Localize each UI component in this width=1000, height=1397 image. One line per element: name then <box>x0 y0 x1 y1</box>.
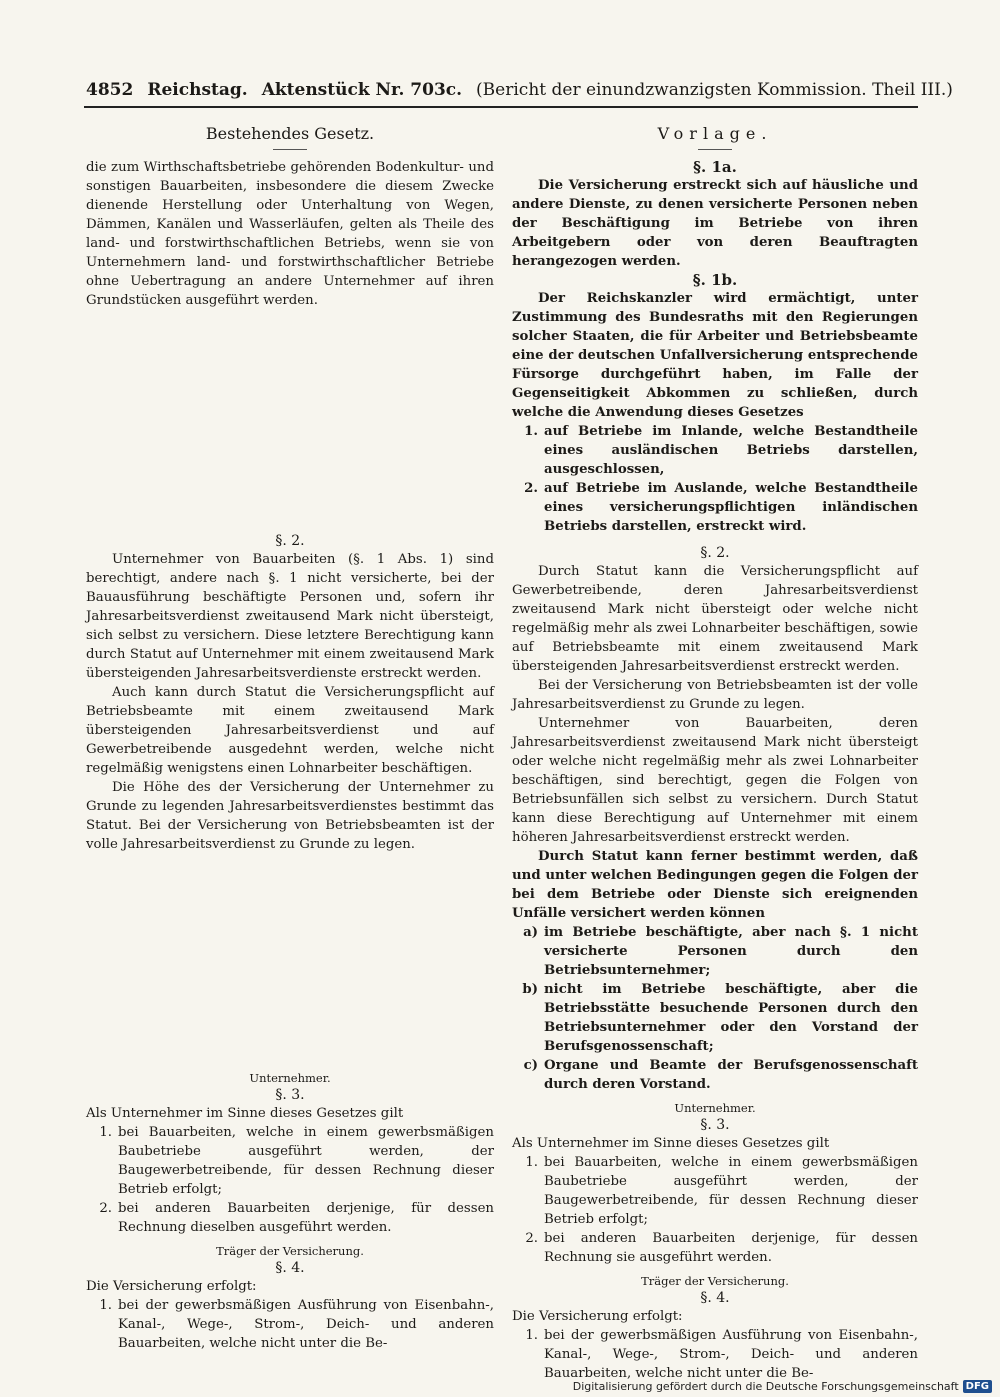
list-text: im Betriebe beschäftigte, aber nach §. 1 nicht versicherte Personen durch den Betriebsunternehmer; <box>544 925 918 978</box>
list-item <box>512 1229 918 1267</box>
list-number: 1. <box>99 1125 112 1140</box>
list-item <box>512 479 918 536</box>
right-s3-list <box>512 1153 918 1267</box>
list-number: 1. <box>524 424 538 439</box>
title-divider <box>698 149 732 150</box>
publication-name: Reichstag. <box>147 80 248 100</box>
page-number: 4852 <box>86 80 134 100</box>
right-section-1b-heading: §. 1b. <box>692 271 738 289</box>
right-s2-paragraph-4: Durch Statut kann ferner bestimmt werden, daß und unter welchen Bedingungen gegen die Folgen der bei dem Betriebe oder Dienste sich ereignenden Unfälle versichert werden können <box>512 849 918 921</box>
list-text: bei Bauarbeiten, welche in einem gewerbsmäßigen Baubetriebe ausgeführt werden, der Baugewerbetreibende, für dessen Rechnung dieser Betrieb erfolgt; <box>118 1125 494 1197</box>
header-rule <box>84 106 918 108</box>
column-gap <box>86 310 494 532</box>
left-section-4-subheading: Träger der Versicherung. <box>216 1244 364 1258</box>
list-item <box>512 980 918 1056</box>
right-s2-paragraph-1: Durch Statut kann die Versicherungspflicht auf Gewerbetreibende, deren Jahresarbeitsverdienst zweitausend Mark nicht übersteigt oder welche nicht regelmäßig mehr als zwei Lohnarbeiter beschäftigen, sowie auf Betriebsbeamte mit einem zweitausend Mark übersteigenden Jahresarbeitsverdienst erstreckt werden. <box>512 564 918 674</box>
left-s4-list <box>86 1296 494 1353</box>
document-description: (Bericht der einundzwanzigsten Kommission. Theil III.) <box>476 80 953 100</box>
list-text: bei anderen Bauarbeiten derjenige, für dessen Rechnung sie ausgeführt werden. <box>544 1231 918 1265</box>
left-s2-paragraph-3: Die Höhe des der Versicherung der Unternehmer zu Grunde zu legenden Jahresarbeitsverdienstes bestimmt das Statut. Bei der Versicherung von Betriebsbeamten ist der volle Jahresarbeitsverdienst zu Grunde zu legen. <box>86 780 494 852</box>
left-section-3-heading: §. 3. <box>275 1087 305 1103</box>
left-s3-intro: Als Unternehmer im Sinne dieses Gesetzes gilt <box>86 1106 404 1121</box>
list-item <box>512 1153 918 1229</box>
list-number: 1. <box>525 1155 538 1170</box>
dfg-logo-icon: DFG <box>963 1380 992 1393</box>
left-s4-intro: Die Versicherung erfolgt: <box>86 1279 257 1294</box>
left-s3-list <box>86 1123 494 1237</box>
list-item <box>512 422 918 479</box>
list-item <box>86 1199 494 1237</box>
right-section-3-subheading: Unternehmer. <box>674 1101 756 1115</box>
list-number: a) <box>523 925 538 940</box>
list-number: c) <box>523 1058 538 1073</box>
list-text: bei der gewerbsmäßigen Ausführung von Eisenbahn-, Kanal-, Wege-, Strom-, Deich- und anderen Bauarbeiten, welche nicht unter die Be- <box>118 1298 494 1351</box>
list-text: auf Betriebe im Auslande, welche Bestandtheile eines versicherungspflichtigen inländischen Betriebs darstellen, erstreckt wird. <box>544 481 918 534</box>
left-intro-paragraph: die zum Wirthschaftsbetriebe gehörenden Bodenkultur- und sonstigen Bauarbeiten, insbesondere die diesem Zwecke dienende Herstellung oder Unterhaltung von Wegen, Dämmen, Kanälen und Wasserläufen, gelten als Theile des land- und forstwirthschaftlichen Betriebs, wenn sie von Unternehmern land- und forstwirthschaftlicher Betriebe ohne Uebertragung an andere Unternehmer auf ihren Grundstücken ausgeführt werden. <box>86 160 494 308</box>
right-section-1a-heading: §. 1a. <box>693 158 737 176</box>
right-section-4-subheading: Träger der Versicherung. <box>641 1274 789 1288</box>
right-s2-list <box>512 923 918 1094</box>
left-s2-paragraph-2: Auch kann durch Statut die Versicherungspflicht auf Betriebsbeamte mit einem zweitausend Mark übersteigenden Jahresarbeitsverdienst und auf Gewerbetreibende ausgedehnt werden, welche nicht regelmäßig wenigstens einen Lohnarbeiter beschäftigen. <box>86 685 494 776</box>
document-number: Aktenstück Nr. 703c. <box>261 80 463 100</box>
right-s1a-paragraph: Die Versicherung erstreckt sich auf häusliche und andere Dienste, zu denen versicherte Personen neben der Beschäftigung im Betriebe von ihren Arbeitgebern oder von deren Beauftragten herangezogen werden. <box>512 178 918 269</box>
list-text: nicht im Betriebe beschäftigte, aber die Betriebsstätte besuchende Personen durch den Betriebsunternehmer oder den Vorstand der Berufsgenossenschaft; <box>544 982 918 1054</box>
list-number: 1. <box>525 1328 538 1343</box>
list-item <box>512 1326 918 1383</box>
list-item <box>512 923 918 980</box>
right-s2-paragraph-3: Unternehmer von Bauarbeiten, deren Jahresarbeitsverdienst zweitausend Mark nicht übersteigt oder welche nicht regelmäßig mehr als zwei Lohnarbeiter beschäftigen, sind berechtigt, gegen die Folgen von Betriebsunfällen sich selbst zu versichern. Durch Statut kann diese Berechtigung auf Unternehmer mit einem höheren Jahresarbeitsverdienst erstreckt werden. <box>512 716 918 845</box>
right-column-title: Vorlage. <box>657 124 773 143</box>
list-item <box>86 1296 494 1353</box>
list-number: 2. <box>524 481 538 496</box>
left-section-4-heading: §. 4. <box>275 1260 305 1276</box>
list-text: bei Bauarbeiten, welche in einem gewerbsmäßigen Baubetriebe ausgeführt werden, der Baugewerbetreibende, für dessen Rechnung dieser Betrieb erfolgt; <box>544 1155 918 1227</box>
list-number: 1. <box>99 1298 112 1313</box>
list-text: Organe und Beamte der Berufsgenossenschaft durch deren Vorstand. <box>544 1058 918 1092</box>
list-text: bei anderen Bauarbeiten derjenige, für dessen Rechnung dieselben ausgeführt werden. <box>118 1201 494 1235</box>
list-number: b) <box>522 982 538 997</box>
right-section-4-heading: §. 4. <box>700 1290 730 1306</box>
right-section-3-heading: §. 3. <box>700 1117 730 1133</box>
right-s2-paragraph-2: Bei der Versicherung von Betriebsbeamten ist der volle Jahresarbeitsverdienst zu Grunde zu legen. <box>512 678 918 712</box>
left-column-title: Bestehendes Gesetz. <box>205 124 375 143</box>
digitization-footer <box>573 1380 992 1393</box>
list-item <box>86 1123 494 1199</box>
column-gap <box>86 854 494 1070</box>
right-s1b-paragraph: Der Reichskanzler wird ermächtigt, unter Zustimmung des Bundesraths mit den Regierungen solcher Staaten, die für Arbeiter und Betriebsbeamte eine der deutschen Unfallversicherung entsprechende Fürsorge durchgeführt haben, im Falle der Gegenseitigkeit Abkommen zu schließen, durch welche die Anwendung dieses Gesetzes <box>512 291 918 420</box>
footer-credit: Digitalisierung gefördert durch die Deutsche Forschungsgemeinschaft <box>572 1380 959 1393</box>
list-number: 2. <box>525 1231 538 1246</box>
list-text: auf Betriebe im Inlande, welche Bestandtheile eines ausländischen Betriebs darstellen, ausgeschlossen, <box>544 424 918 477</box>
left-section-3-subheading: Unternehmer. <box>249 1071 331 1085</box>
right-s4-list <box>512 1326 918 1383</box>
page-header <box>86 80 953 100</box>
left-section-2-heading: §. 2. <box>275 533 305 549</box>
right-s1b-list <box>512 422 918 536</box>
list-item <box>512 1056 918 1094</box>
list-number: 2. <box>99 1201 112 1216</box>
left-column <box>86 124 494 1353</box>
right-s4-intro: Die Versicherung erfolgt: <box>512 1309 683 1324</box>
right-section-2-heading: §. 2. <box>700 545 730 561</box>
right-column <box>512 124 918 1383</box>
list-text: bei der gewerbsmäßigen Ausführung von Eisenbahn-, Kanal-, Wege-, Strom-, Deich- und anderen Bauarbeiten, welche nicht unter die Be- <box>544 1328 918 1381</box>
left-s2-paragraph-1: Unternehmer von Bauarbeiten (§. 1 Abs. 1) sind berechtigt, andere nach §. 1 nicht versicherte, bei der Bauausführung beschäftigte Personen und, sofern ihr Jahresarbeitsverdienst zweitausend Mark nicht übersteigt, sich selbst zu versichern. Diese letztere Berechtigung kann durch Statut auf Unternehmer mit einem zweitausend Mark übersteigenden Jahresarbeitsverdienste erstreckt werden. <box>86 552 494 681</box>
title-divider <box>273 149 307 150</box>
right-s3-intro: Als Unternehmer im Sinne dieses Gesetzes gilt <box>512 1136 830 1151</box>
column-gap <box>512 536 918 544</box>
